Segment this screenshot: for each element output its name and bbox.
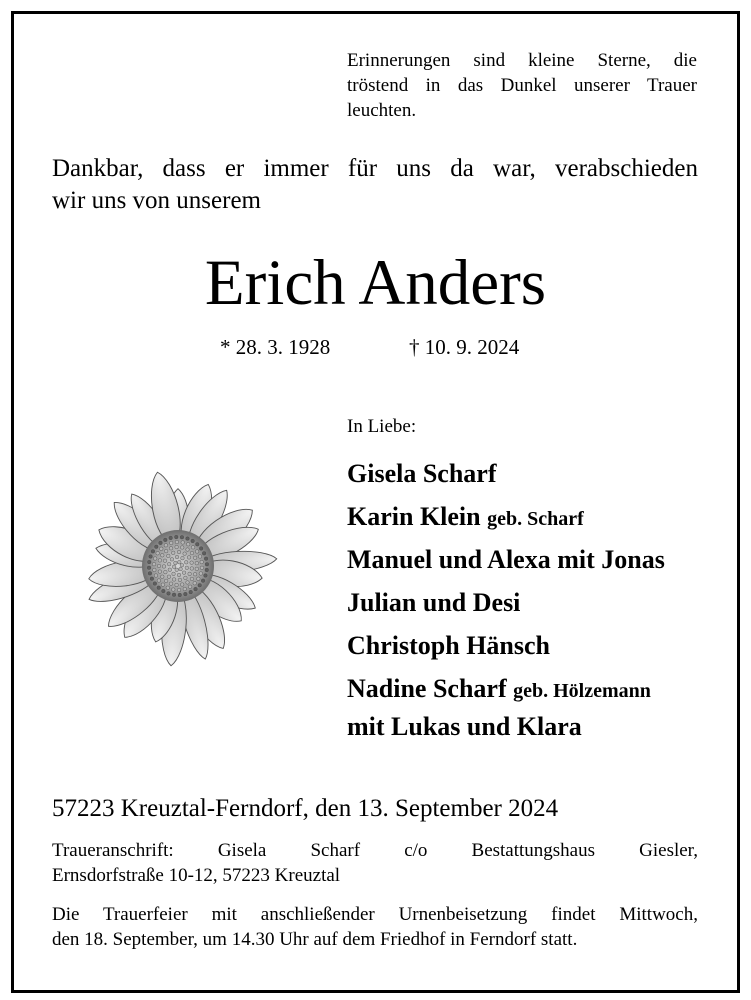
family-list (347, 456, 727, 745)
birth-date: * 28. 3. 1928 (220, 335, 331, 359)
member-name: Nadine Scharf (347, 674, 507, 703)
intro-line: wir uns von unserem (52, 187, 261, 214)
member-name: Julian und Desi (347, 588, 521, 617)
family-member (347, 456, 727, 499)
death-date: † 10. 9. 2024 (409, 335, 520, 359)
mourning-address (52, 838, 698, 888)
deceased-name: Erich Anders (204, 247, 547, 319)
member-name: Manuel und Alexa mit Jonas (347, 545, 665, 574)
family-heading: In Liebe: (347, 416, 417, 437)
ceremony-info (52, 902, 698, 952)
daisy-flower-icon (48, 462, 304, 690)
quote-line: Erinnerungen sind kleine Sterne, die (347, 50, 697, 71)
place-and-date: 57223 Kreuztal-Ferndorf, den 13. September 2024 (52, 795, 559, 822)
member-children: mit Lukas und Klara (347, 712, 582, 741)
memorial-quote (347, 48, 697, 123)
member-birth-name: geb. Scharf (487, 508, 584, 530)
member-name: Karin Klein (347, 502, 481, 531)
address-line: Traueranschrift: Gisela Scharf c/o Bestattungshaus Giesler, (52, 840, 698, 861)
family-member (347, 499, 727, 542)
ceremony-line: Die Trauerfeier mit anschließender Urnenbeisetzung findet Mittwoch, (52, 904, 698, 925)
ceremony-line: den 18. September, um 14.30 Uhr auf dem Friedhof in Ferndorf statt. (52, 929, 578, 950)
intro-text (52, 153, 698, 217)
quote-line: leuchten. (347, 100, 417, 121)
member-name: Christoph Hänsch (347, 631, 550, 660)
family-member (347, 628, 727, 671)
intro-line: Dankbar, dass er immer für uns da war, verabschieden (52, 155, 698, 182)
family-member (347, 671, 727, 745)
quote-line: tröstend in das Dunkel unserer Trauer (347, 75, 697, 96)
address-line: Ernsdorfstraße 10-12, 57223 Kreuztal (52, 865, 341, 886)
family-member (347, 585, 727, 628)
member-name: Gisela Scharf (347, 459, 497, 488)
family-member (347, 542, 727, 585)
member-birth-name: geb. Hölzemann (513, 680, 651, 702)
